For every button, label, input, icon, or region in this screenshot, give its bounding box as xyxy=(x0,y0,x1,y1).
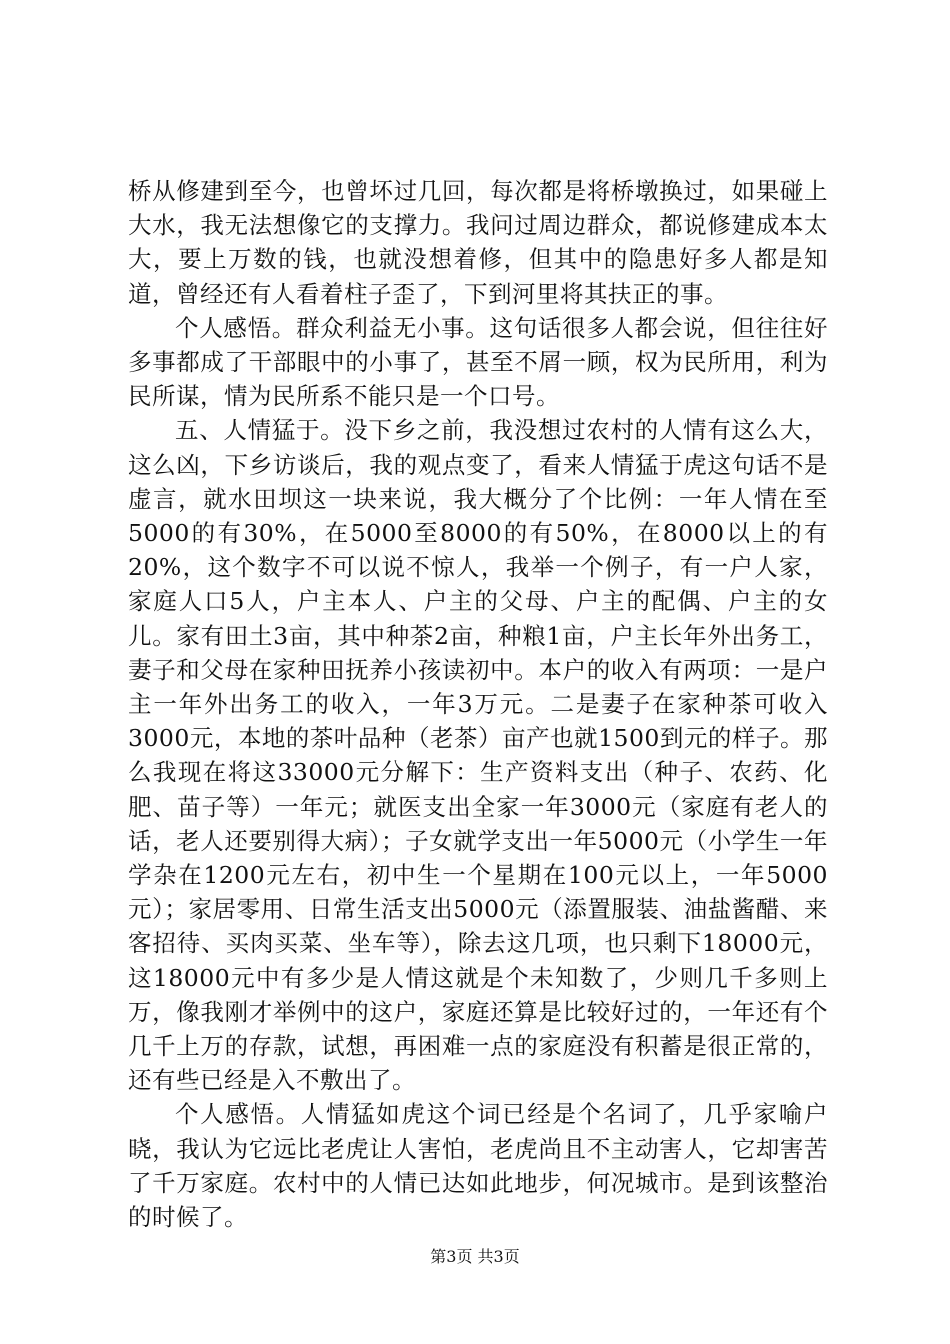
page-footer xyxy=(0,1244,950,1267)
paragraph-bridge-history: 桥从修建到至今，也曾坏过几回，每次都是将桥墩换过，如果碰上大水，我无法想像它的支撑力。我问过周边群众，都说修建成本太大，要上万数的钱，也就没想着修，但其中的隐患好多人都是知道，曾经还有人看着柱子歪了，下到河里将其扶正的事。 xyxy=(128,177,828,308)
paragraph-section-five-social-gifts: 五、人情猛于。没下乡之前，我没想过农村的人情有这么大，这么凶，下乡访谈后，我的观点变了，看来人情猛于虎这句话不是虚言，就水田坝这一块来说，我大概分了个比例：一年人情在至5000的有30%，在5000至8000的有50%，在8000以上的有20%，这个数字不可以说不惊人，我举一个例子，有一户人家，家庭人口5人，户主本人、户主的父母、户主的配偶、户主的女儿。家有田土3亩，其中种茶2亩，种粮1亩，户主长年外出务工，妻子和父母在家种田抚养小孩读初中。本户的收入有两项：一是户主一年外出务工的收入，一年3万元。二是妻子在家种茶可收入3000元，本地的茶叶品种（老茶）亩产也就1500到元的样子。那么我现在将这33000元分解下：生产资料支出（种子、农药、化肥、苗子等）一年元；就医支出全家一年3000元（家庭有老人的话，老人还要别得大病）；子女就学支出一年5000元（小学生一年学杂在1200元左右，初中生一个星期在100元以上，一年5000元）；家居零用、日常生活支出5000元（添置服装、油盐酱醋、来客招待、买肉买菜、坐车等），除去这几项，也只剩下18000元，这18000元中有多少是人情这就是个未知数了，少则几千多则上万，像我刚才举例中的这户，家庭还算是比较好过的，一年还有个几千上万的存款，试想，再困难一点的家庭没有积蓄是很正常的，还有些已经是入不敷出了。 xyxy=(128,416,828,1095)
page-number-label: 第3页 共3页 xyxy=(430,1247,520,1266)
paragraph-reflection-social-gifts: 个人感悟。人情猛如虎这个词已经是个名词了，几乎家喻户晓，我认为它远比老虎让人害怕，老虎尚且不主动害人，它却害苦了千万家庭。农村中的人情已达如此地步，何况城市。是到该整治的时候了。 xyxy=(128,1100,828,1232)
paragraph-reflection-public-interest: 个人感悟。群众利益无小事。这句话很多人都会说，但往往好多事都成了干部眼中的小事了，甚至不屑一顾，权为民所用，利为民所谋，情为民所系不能只是一个口号。 xyxy=(128,313,828,411)
body-text xyxy=(128,174,828,1234)
